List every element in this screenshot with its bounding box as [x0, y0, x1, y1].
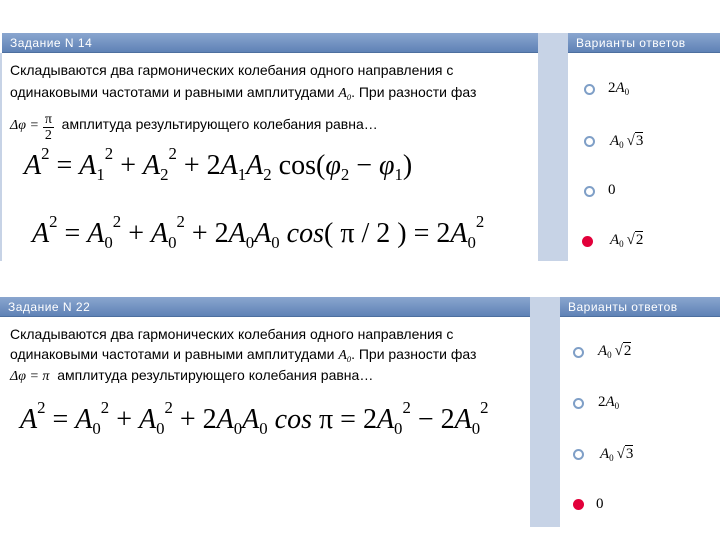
q22-line2-tail: . При разности фаз [351, 346, 477, 362]
q22-option-3-label[interactable]: $A_0$ √3 [600, 446, 634, 464]
q14-pi-over-2: $\frac{\pi}{2}$ [44, 112, 52, 143]
question-14-title: Задание N 14 [10, 36, 93, 50]
answers-header-22 [560, 297, 720, 317]
question-14-header [2, 33, 538, 53]
q22-delta-phi: Δφ = π [10, 369, 50, 384]
q14-line3-text: амплитуда результирующего колебания равна… [61, 116, 378, 133]
question-14-text-line2 [10, 82, 476, 104]
question-14-text-line3 [10, 110, 378, 141]
q22-option-2-radio[interactable] [573, 398, 584, 409]
question-22-text-line2 [10, 344, 476, 366]
q14-option-2-radio[interactable] [584, 136, 595, 147]
question-14-text-line1: Складываются два гармонических колебания одного направления с [10, 62, 454, 78]
question-22-title: Задание N 22 [8, 300, 91, 314]
column-divider-14 [538, 33, 568, 261]
q22-amp-symbol: $A_0$ [338, 348, 352, 364]
q14-delta-phi: Δφ = [10, 118, 39, 134]
q14-formula-1: $A^2 = A_1^2 + A_2^2 + 2A_1A_2$ $\cos(\varphi_2 - \varphi_1)$ [24, 143, 413, 184]
answers-header-14 [568, 33, 720, 53]
q22-option-1-label[interactable]: $A_0$ √2 [598, 343, 632, 361]
q14-option-1-radio[interactable] [584, 84, 595, 95]
question-22-header [0, 297, 530, 317]
q22-option-4-label[interactable]: 0 [596, 496, 604, 512]
question-22-text-line1: Складываются два гармонических колебания одного направления с [10, 326, 454, 342]
left-edge-14 [0, 53, 2, 261]
question-22-text-line3 [10, 365, 373, 387]
column-divider-22 [530, 297, 560, 527]
q14-option-2-label[interactable]: $A_0$ √3 [610, 133, 644, 151]
q14-amp-symbol: $A_0$ [338, 86, 352, 102]
q22-option-4-radio-selected[interactable] [573, 499, 584, 510]
q22-option-3-radio[interactable] [573, 449, 584, 460]
q22-line3-text: амплитуда результирующего колебания равна… [57, 367, 374, 383]
q14-line2-main: одинаковыми частотами и равными амплитудами [10, 84, 335, 100]
q14-option-3-label[interactable]: 0 [608, 182, 616, 198]
q14-option-4-radio-selected[interactable] [582, 236, 593, 247]
q14-line2-tail: . При разности фаз [351, 84, 477, 100]
q22-option-1-radio[interactable] [573, 347, 584, 358]
q14-option-1-label[interactable]: $2A_0$ [608, 80, 630, 98]
q22-option-2-label[interactable]: $2A_0$ [598, 394, 620, 412]
q14-option-3-radio[interactable] [584, 186, 595, 197]
q14-option-4-label[interactable]: $A_0$ √2 [610, 232, 644, 250]
answers-header-14-label: Варианты ответов [576, 36, 686, 50]
answers-header-22-label: Варианты ответов [568, 300, 678, 314]
q22-formula: $A^2 = A_0^2 + A_0^2 + 2A_0A_0$ $\cos \pi = 2A_0^2 - 2A_0^2$ [20, 397, 489, 438]
q14-formula-2: $A^2 = A_0^2 + A_0^2 + 2A_0A_0$ cos( π / 2 ) = $2A_0^2$ [32, 211, 485, 252]
q22-line2-main: одинаковыми частотами и равными амплитудами [10, 346, 335, 362]
